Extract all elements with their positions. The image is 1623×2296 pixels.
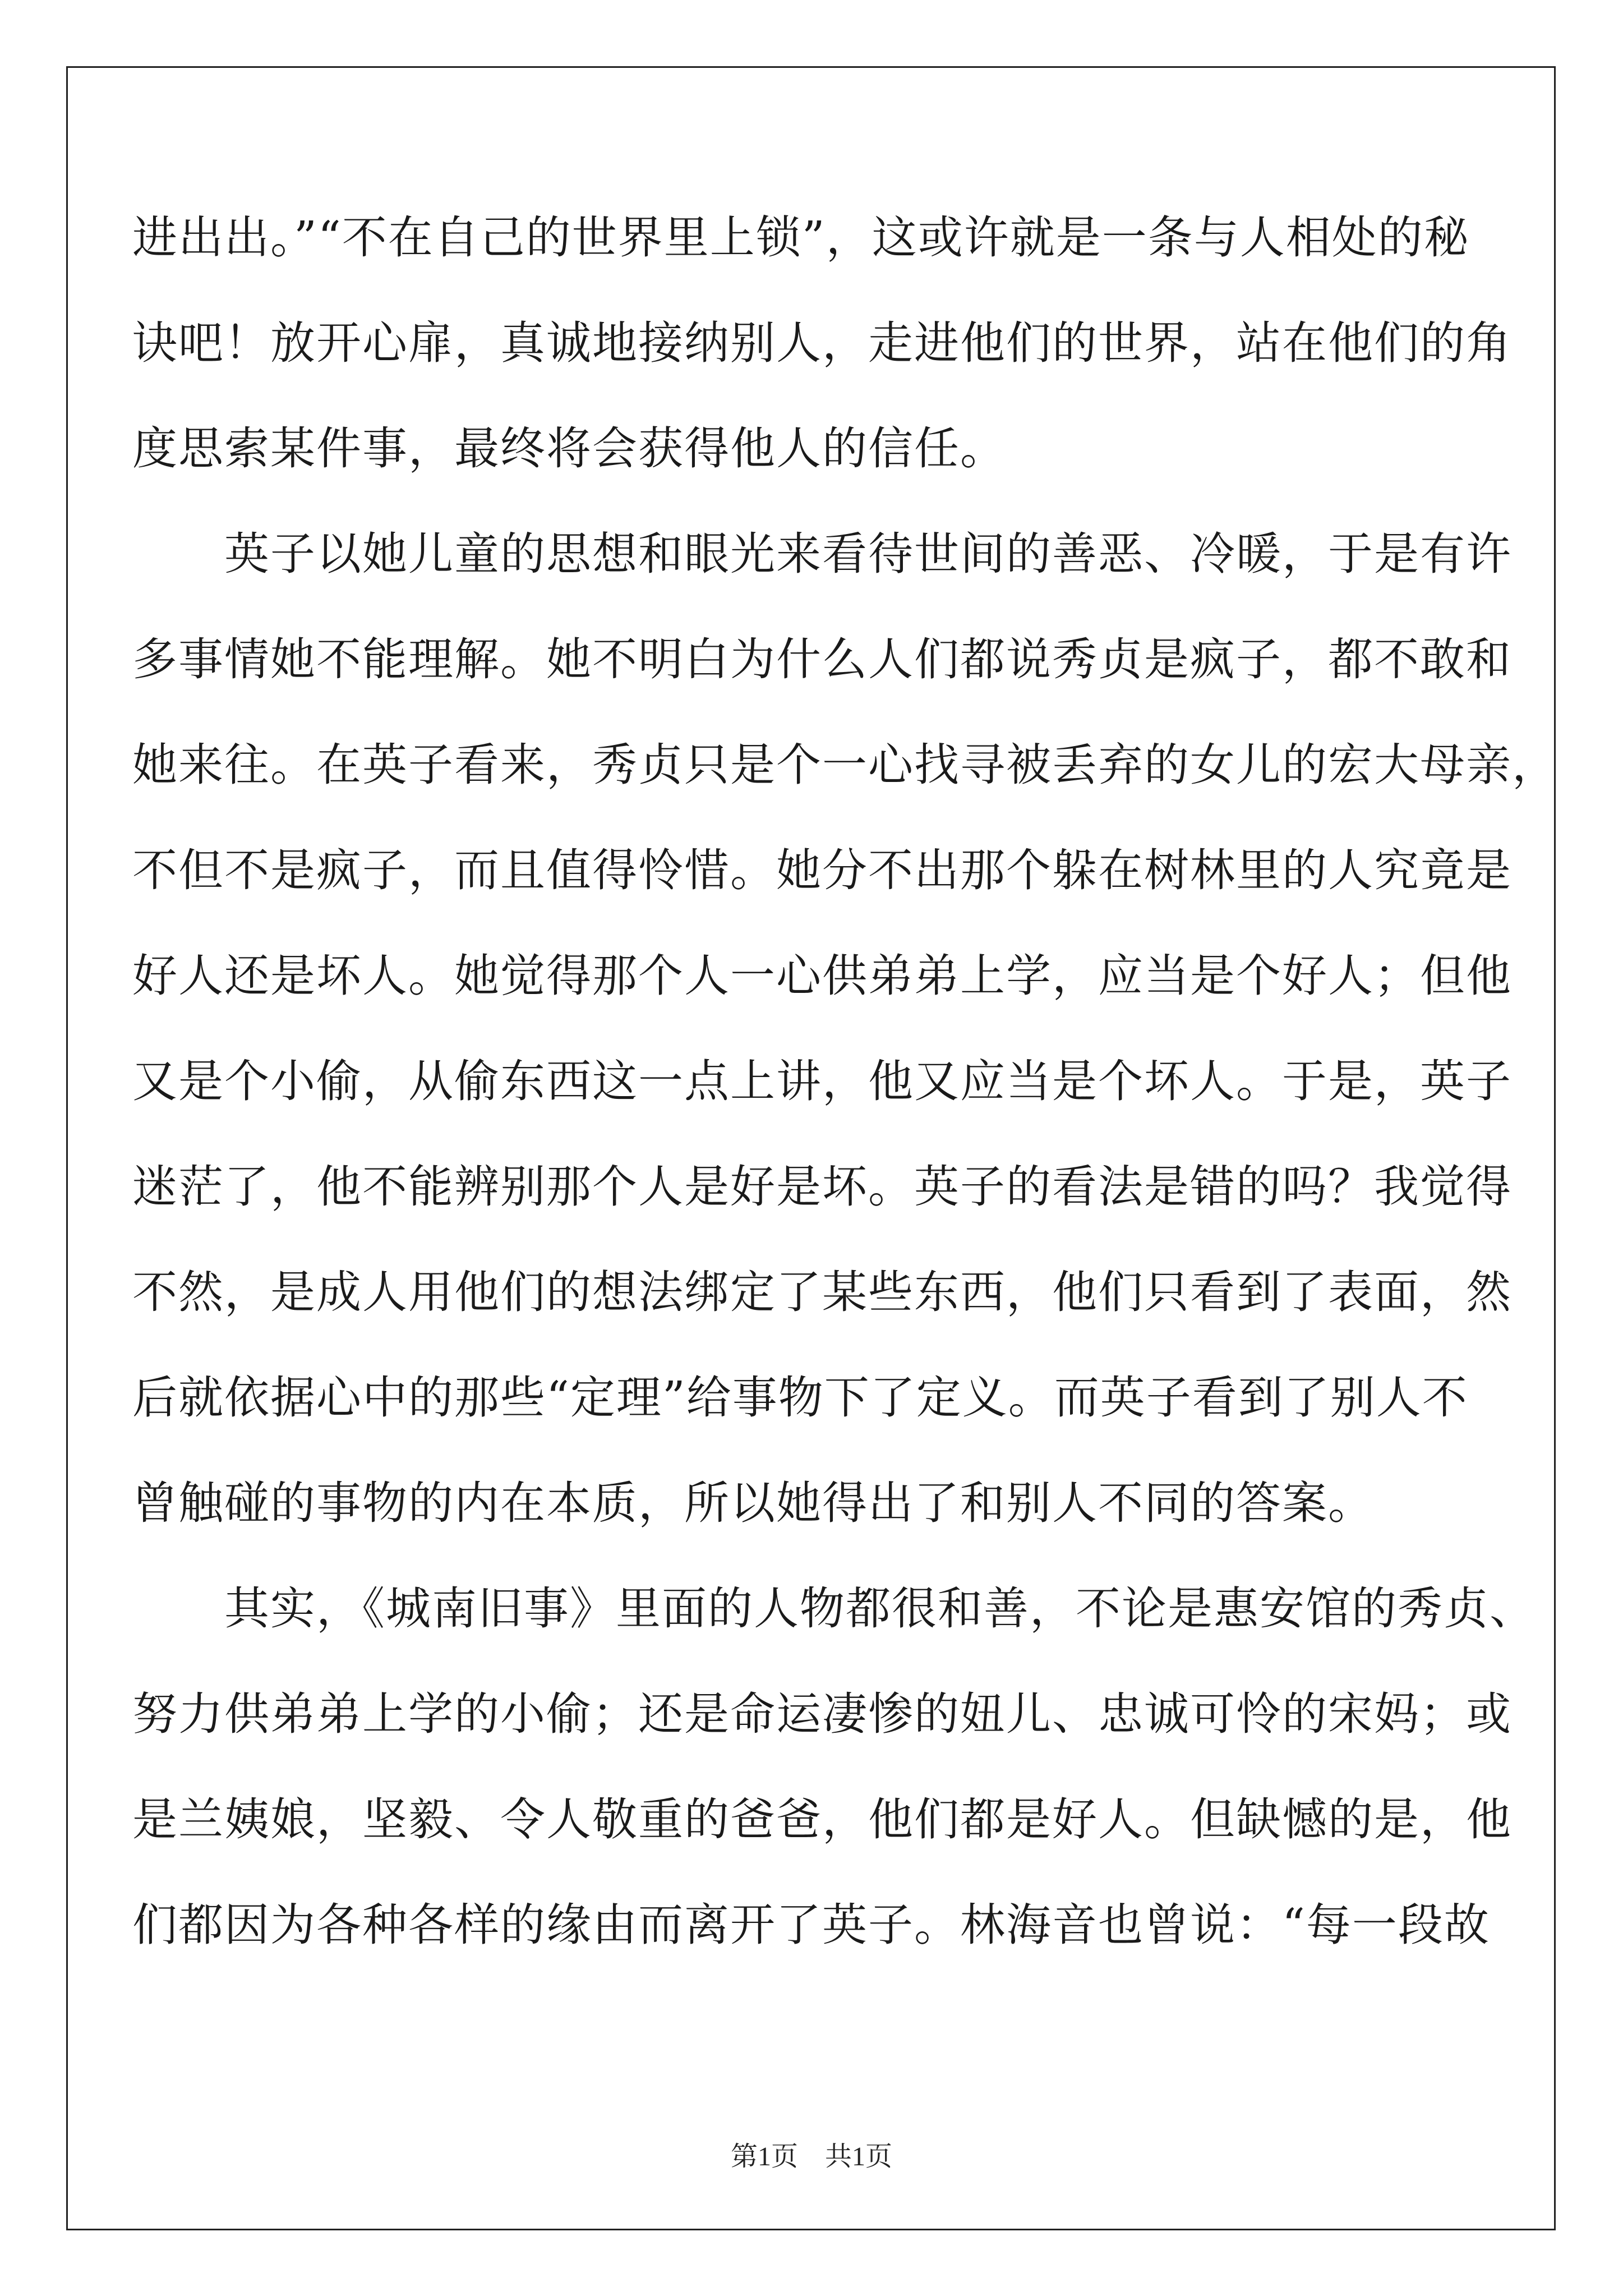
page-footer (0, 2134, 1623, 2173)
document-body (132, 185, 1558, 1978)
text-line: 她来往。在英子看来，秀贞只是个一心找寻被丢弃的女儿的宏大母亲， (132, 739, 1558, 791)
text-line: 英子以她儿童的思想和眼光来看待世间的善恶、冷暖，于是有许 (132, 528, 1512, 580)
text-line: 多事情她不能理解。她不明白为什么人们都说秀贞是疯子，都不敢和 (132, 633, 1512, 685)
text-line: 是兰姨娘，坚毅、令人敬重的爸爸，他们都是好人。但缺憾的是，他 (132, 1793, 1512, 1846)
text-line: 不但不是疯子，而且值得怜惜。她分不出那个躲在树林里的人究竟是 (132, 844, 1512, 896)
text-line: 度思索某件事，最终将会获得他人的信任。 (132, 422, 1006, 475)
page-total: 共1页 (825, 2142, 893, 2171)
text-line: 又是个小偷，从偷东西这一点上讲，他又应当是个坏人。于是，英子 (132, 1055, 1512, 1107)
text-line: 好人还是坏人。她觉得那个人一心供弟弟上学，应当是个好人；但他 (132, 950, 1512, 1002)
text-line: 诀吧！放开心扉，真诚地接纳别人，走进他们的世界，站在他们的角 (132, 317, 1512, 369)
text-line: 进出出。”“不在自己的世界里上锁”，这或许就是一条与人相处的秘 (132, 211, 1470, 264)
text-line: 迷茫了，他不能辨别那个人是好是坏。英子的看法是错的吗？我觉得 (132, 1161, 1512, 1213)
text-line: 努力供弟弟上学的小偷；还是命运凄惨的妞儿、忠诚可怜的宋妈；或 (132, 1688, 1512, 1740)
text-line: 们都因为各种各样的缘由而离开了英子。林海音也曾说：“每一段故 (132, 1899, 1490, 1951)
text-line: 不然，是成人用他们的想法绑定了某些东西，他们只看到了表面，然 (132, 1266, 1512, 1318)
text-line: 曾触碰的事物的内在本质，所以她得出了和别人不同的答案。 (132, 1477, 1374, 1529)
page-number: 第1页 (730, 2142, 798, 2171)
text-line: 后就依据心中的那些“定理”给事物下了定义。而英子看到了别人不 (132, 1372, 1468, 1424)
text-line: 其实，《城南旧事》里面的人物都很和善，不论是惠安馆的秀贞、 (132, 1582, 1536, 1635)
